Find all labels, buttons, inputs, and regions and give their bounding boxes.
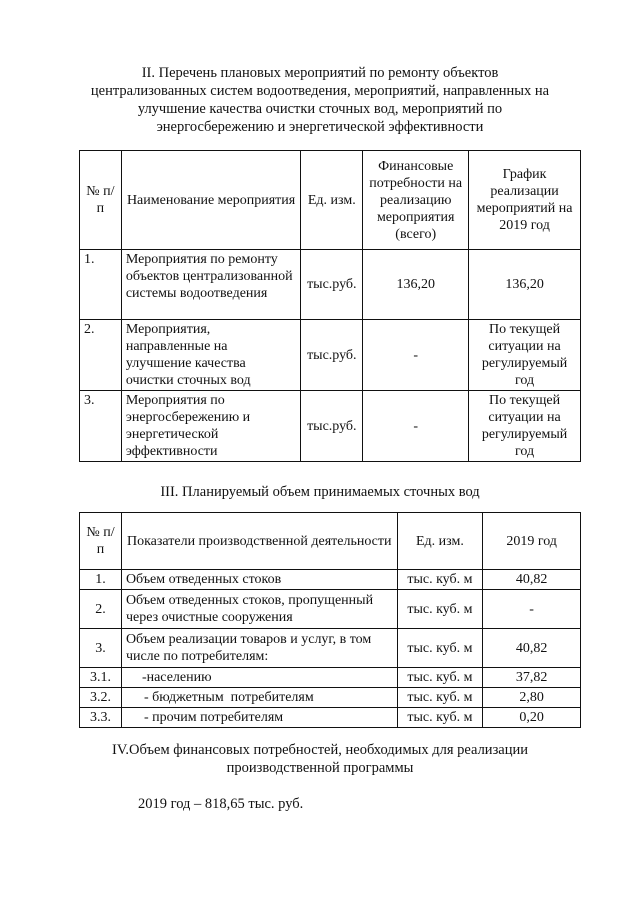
row-num: 3.: [80, 629, 122, 668]
section-2-title: [70, 64, 570, 136]
row-indicator: -населению: [121, 668, 397, 688]
measures-table: [79, 150, 581, 462]
section-2-title-line: централизованных систем водоотведения, мероприятий, направленных на: [90, 83, 550, 99]
row-indicator: Объем отведенных стоков, пропущенный через очистные сооружения: [121, 590, 397, 629]
row-num: 3.3.: [80, 708, 122, 728]
row-num: 1.: [80, 250, 122, 320]
row-unit: тыс. куб. м: [397, 688, 483, 708]
row-unit: тыс. куб. м: [397, 708, 483, 728]
row-value: 40,82: [483, 570, 581, 590]
row-indicator: Объем отведенных стоков: [121, 570, 397, 590]
row-unit: тыс.руб.: [301, 320, 363, 391]
row-unit: тыс.руб.: [301, 250, 363, 320]
row-num: 1.: [80, 570, 122, 590]
row-num: 3.2.: [80, 688, 122, 708]
table-row: [80, 629, 581, 668]
row-indicator: - прочим потребителям: [121, 708, 397, 728]
row-num: 2.: [80, 590, 122, 629]
row-name: Мероприятия по ремонту объектов централизованной системы водоотведения: [121, 250, 301, 320]
table-header-row: [80, 151, 581, 250]
row-value: 2,80: [483, 688, 581, 708]
section-2-title-line: II. Перечень плановых мероприятий по ремонту объектов: [141, 65, 499, 81]
row-name: Мероприятия по энергосбережению и энергетической эффективности: [121, 391, 301, 462]
table-row: [80, 320, 581, 391]
row-schedule: По текущей ситуации на регулируемый год: [469, 320, 581, 391]
section-2-title-line: улучшение качества очистки сточных вод, мероприятий по: [137, 101, 503, 117]
header-schedule: График реализации мероприятий на 2019 год: [469, 151, 581, 250]
section-4-title: [60, 741, 580, 777]
row-value: 37,82: [483, 668, 581, 688]
row-num: 2.: [80, 320, 122, 391]
header-finance: Финансовые потребности на реализацию мероприятия (всего): [363, 151, 469, 250]
section-3-title: III. Планируемый объем принимаемых сточных вод: [160, 484, 480, 500]
row-num: 3.: [80, 391, 122, 462]
row-unit: тыс.руб.: [301, 391, 363, 462]
table-row: [80, 688, 581, 708]
section-2-title-line: энергосбережению и энергетической эффективности: [156, 119, 484, 135]
row-value: 0,20: [483, 708, 581, 728]
table-row: [80, 250, 581, 320]
row-unit: тыс. куб. м: [397, 570, 483, 590]
row-finance: -: [363, 320, 469, 391]
section-4-title-line: производственной программы: [226, 760, 414, 776]
header-unit: Ед. изм.: [397, 513, 483, 570]
row-indicator: Объем реализации товаров и услуг, в том числе по потребителям:: [121, 629, 397, 668]
row-indicator: - бюджетным потребителям: [121, 688, 397, 708]
header-year: 2019 год: [483, 513, 581, 570]
row-finance: 136,20: [363, 250, 469, 320]
financial-total: 2019 год – 818,65 тыс. руб.: [138, 796, 304, 812]
row-value: -: [483, 590, 581, 629]
row-num: 3.1.: [80, 668, 122, 688]
row-unit: тыс. куб. м: [397, 629, 483, 668]
wastewater-volume-table: [79, 512, 581, 728]
row-name: Мероприятия, направленные на улучшение качества очистки сточных вод: [121, 320, 301, 391]
row-unit: тыс. куб. м: [397, 590, 483, 629]
table-row: [80, 708, 581, 728]
row-schedule: 136,20: [469, 250, 581, 320]
table-row: [80, 590, 581, 629]
table-header-row: [80, 513, 581, 570]
row-schedule: По текущей ситуации на регулируемый год: [469, 391, 581, 462]
header-num: № п/п: [80, 151, 122, 250]
header-num: № п/п: [80, 513, 122, 570]
row-value: 40,82: [483, 629, 581, 668]
section-4-title-line: IV.Объем финансовых потребностей, необходимых для реализации: [111, 742, 529, 758]
header-unit: Ед. изм.: [301, 151, 363, 250]
header-name: Наименование мероприятия: [121, 151, 301, 250]
header-indicator: Показатели производственной деятельности: [121, 513, 397, 570]
table-row: [80, 668, 581, 688]
table-row: [80, 570, 581, 590]
row-finance: -: [363, 391, 469, 462]
row-unit: тыс. куб. м: [397, 668, 483, 688]
table-row: [80, 391, 581, 462]
